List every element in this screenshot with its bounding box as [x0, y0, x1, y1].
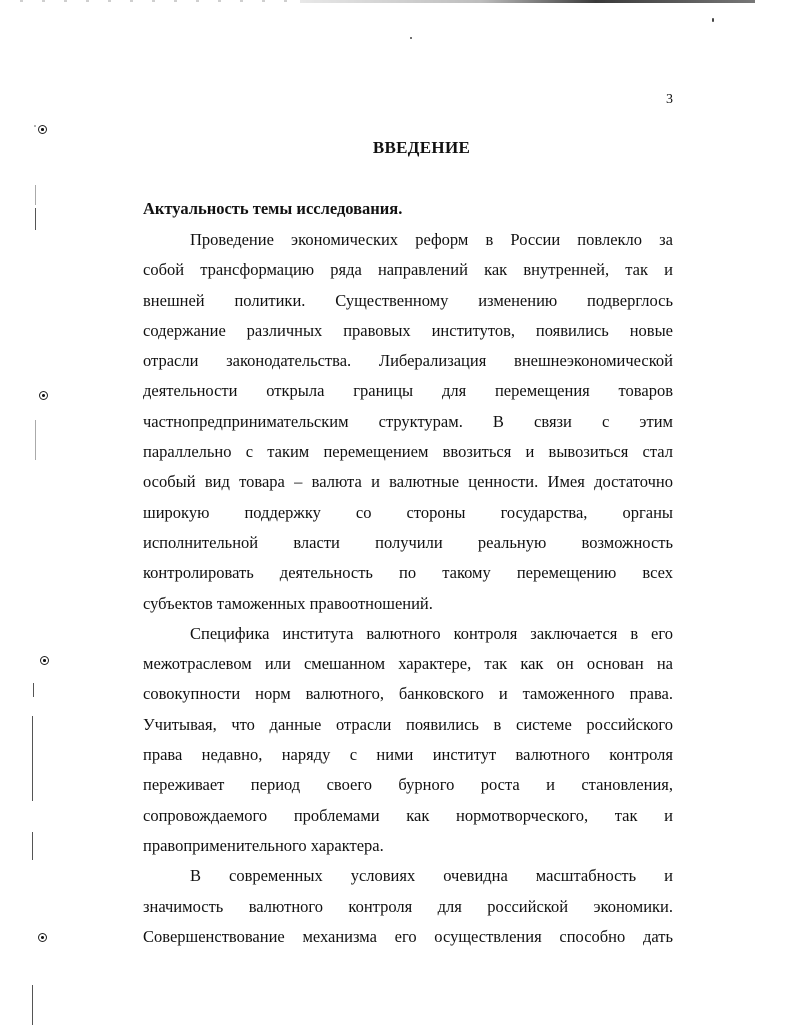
body-text [143, 225, 673, 952]
margin-mark [35, 208, 36, 230]
text-line: права недавно, наряду с ними институт валютного контроля [143, 745, 673, 765]
text-line: сопровождаемого проблемами как нормотворческого, так и [143, 805, 673, 825]
section-heading: Актуальность темы исследования. [143, 199, 403, 218]
binder-hole-icon [40, 656, 49, 665]
text-line: межотраслевом или смешанном характере, так как он основан на [143, 654, 673, 674]
binder-hole-icon [39, 391, 48, 400]
text-line: Совершенствование механизма его осуществления способно дать [143, 926, 673, 946]
text-line: исполнительной власти получили реальную возможность [143, 532, 673, 552]
paragraph [143, 225, 673, 619]
text-line: частнопредпринимательским структурам. В связи с этим [143, 411, 673, 431]
text-line: В современных условиях очевидна масштабность и [190, 866, 673, 886]
paragraph [143, 619, 673, 861]
text-line: значимость валютного контроля для российской экономики. [143, 896, 673, 916]
binder-hole-icon [38, 933, 47, 942]
text-line: совокупности норм валютного, банковского и таможенного права. [143, 684, 673, 704]
text-line: широкую поддержку со стороны государства, органы [143, 502, 673, 522]
text-line: Специфика института валютного контроля заключается в его [190, 623, 673, 643]
margin-mark [32, 985, 33, 1025]
text-line: содержание различных правовых институтов, появились новые [143, 320, 673, 340]
text-line: отрасли законодательства. Либерализация внешнеэкономической [143, 351, 673, 371]
margin-mark [35, 185, 36, 205]
margin-mark [33, 683, 34, 697]
text-line: внешней политики. Существенному изменению подверглось [143, 290, 673, 310]
text-line: правоприменительного характера. [143, 835, 384, 855]
binder-hole-icon [38, 125, 47, 134]
paragraph [143, 861, 673, 952]
page-title: ВВЕДЕНИЕ [372, 138, 471, 157]
text-line: особый вид товара – валюта и валютные ценности. Имея достаточно [143, 472, 673, 492]
text-line: переживает период своего бурного роста и становления, [143, 775, 673, 795]
text-line: собой трансформацию ряда направлений как внутренней, так и [143, 260, 673, 280]
text-line: контролировать деятельность по такому перемещению всех [143, 563, 673, 583]
margin-mark [35, 420, 36, 460]
scan-speck [712, 18, 714, 22]
text-line: параллельно с таким перемещением ввозиться и вывозиться стал [143, 442, 673, 462]
text-line: субъектов таможенных правоотношений. [143, 593, 433, 613]
margin-mark [32, 716, 33, 801]
scan-speck [410, 37, 412, 39]
scan-edge-line [300, 0, 755, 3]
page-number: 3 [666, 92, 673, 107]
scan-edge-artifact [20, 0, 290, 2]
text-line: Учитывая, что данные отрасли появились в системе российского [143, 714, 673, 734]
text-line: деятельности открыла границы для перемещения товаров [143, 381, 673, 401]
text-line: Проведение экономических реформ в России повлекло за [190, 230, 673, 249]
scan-speck [34, 125, 36, 127]
margin-mark [32, 832, 33, 860]
